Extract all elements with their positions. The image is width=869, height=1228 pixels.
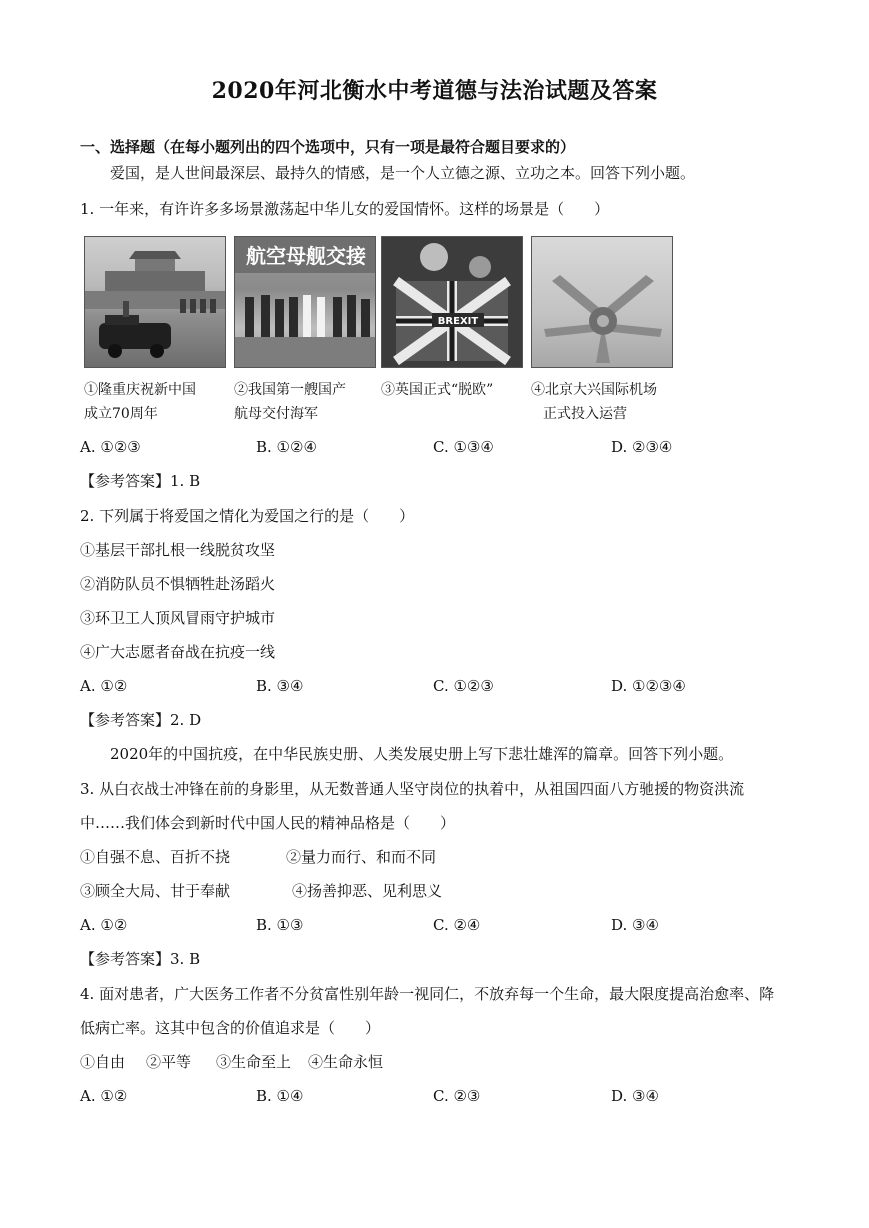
q3-item-3: ③顾全大局、甘于奉献 bbox=[80, 882, 231, 900]
caption-2-line-2: 航母交付海军 bbox=[234, 406, 318, 422]
question-3-stem-line-2: 中……我们体会到新时代中国人民的精神品格是（ ） bbox=[80, 814, 456, 832]
q1-option-c: C. ①③④ bbox=[433, 438, 494, 456]
q3-option-d: D. ③④ bbox=[611, 916, 659, 934]
question-3-stem-line-1: 3. 从白衣战士冲锋在前的身影里，从无数普通人坚守岗位的执着中，从祖国四面八方驰援的物资洪流 bbox=[80, 780, 745, 798]
caption-3-line-1: ③英国正式“脱欧” bbox=[381, 382, 494, 398]
q2-option-a: A. ①② bbox=[80, 677, 128, 695]
q1-option-a: A. ①②③ bbox=[80, 438, 141, 456]
question-2-stem: 2. 下列属于将爱国之情化为爱国之行的是（ ） bbox=[80, 507, 415, 525]
q4-option-a: A. ①② bbox=[80, 1087, 128, 1105]
q1-answer: 【参考答案】1. B bbox=[80, 472, 201, 490]
parade-photo-art bbox=[85, 237, 226, 368]
caption-1 bbox=[84, 378, 196, 426]
brexit-photo-art bbox=[382, 237, 523, 368]
parade-photo bbox=[84, 236, 226, 368]
aircraft-carrier-photo-art bbox=[235, 237, 376, 368]
q3-option-c: C. ②④ bbox=[433, 916, 481, 934]
question-4-stem-line-2: 低病亡率。这其中包含的价值追求是（ ） bbox=[80, 1019, 381, 1037]
q4-item-3: ③生命至上 bbox=[216, 1053, 292, 1071]
q2-option-d: D. ①②③④ bbox=[611, 677, 686, 695]
aircraft-carrier-photo bbox=[234, 236, 376, 368]
q2-option-c: C. ①②③ bbox=[433, 677, 494, 695]
q3-item-4: ④扬善抑恶、见利思义 bbox=[292, 882, 443, 900]
brexit-banner-text: BREXIT bbox=[437, 316, 479, 327]
q2-item-1: ①基层干部扎根一线脱贫攻坚 bbox=[80, 541, 276, 559]
intro-paragraph-2: 2020年的中国抗疫，在中华民族史册、人类发展史册上写下悲壮雄浑的篇章。回答下列小题。 bbox=[110, 745, 734, 763]
q1-option-d: D. ②③④ bbox=[611, 438, 673, 456]
section-header: 一、选择题（在每小题列出的四个选项中，只有一项是最符合题目要求的） bbox=[80, 138, 576, 156]
q2-item-3: ③环卫工人顶风冒雨守护城市 bbox=[80, 609, 276, 627]
q4-item-1: ①自由 bbox=[80, 1053, 126, 1071]
caption-2-line-1: ②我国第一艘国产 bbox=[234, 382, 346, 398]
caption-2 bbox=[234, 378, 346, 426]
airport-photo bbox=[531, 236, 673, 368]
question-1-stem: 1. 一年来，有许许多多场景激荡起中华儿女的爱国情怀。这样的场景是（ ） bbox=[80, 200, 610, 218]
q2-option-b: B. ③④ bbox=[256, 677, 304, 695]
caption-1-line-2: 成立70周年 bbox=[84, 406, 158, 422]
q4-option-b: B. ①④ bbox=[256, 1087, 304, 1105]
caption-4-line-1: ④北京大兴国际机场 bbox=[531, 382, 657, 398]
caption-4-line-2: 正式投入运营 bbox=[543, 406, 627, 422]
q4-item-2: ②平等 bbox=[146, 1053, 192, 1071]
q4-option-d: D. ③④ bbox=[611, 1087, 659, 1105]
q3-item-1: ①自强不息、百折不挠 bbox=[80, 848, 231, 866]
q4-option-c: C. ②③ bbox=[433, 1087, 481, 1105]
q4-item-4: ④生命永恒 bbox=[308, 1053, 384, 1071]
question-4-stem-line-1: 4. 面对患者，广大医务工作者不分贫富性别年龄一视同仁，不放弃每一个生命，最大限度提高治愈率、降 bbox=[80, 985, 775, 1003]
q3-option-b: B. ①③ bbox=[256, 916, 304, 934]
brexit-photo bbox=[381, 236, 523, 368]
q2-item-2: ②消防队员不惧牺牲赴汤蹈火 bbox=[80, 575, 276, 593]
caption-3 bbox=[381, 378, 493, 402]
page-title: 2020年河北衡水中考道德与法治试题及答案 bbox=[211, 78, 658, 104]
q3-item-2: ②量力而行、和而不同 bbox=[286, 848, 437, 866]
q3-answer: 【参考答案】3. B bbox=[80, 950, 201, 968]
intro-paragraph-1: 爱国，是人世间最深层、最持久的情感，是一个人立德之源、立功之本。回答下列小题。 bbox=[110, 164, 696, 182]
q2-answer: 【参考答案】2. D bbox=[80, 711, 202, 729]
q1-option-b: B. ①②④ bbox=[256, 438, 317, 456]
caption-1-line-1: ①隆重庆祝新中国 bbox=[84, 382, 196, 398]
carrier-banner-text: 航空母舰交接 bbox=[246, 244, 366, 268]
airport-photo-art bbox=[532, 237, 673, 368]
q3-option-a: A. ①② bbox=[80, 916, 128, 934]
q2-item-4: ④广大志愿者奋战在抗疫一线 bbox=[80, 643, 276, 661]
caption-4 bbox=[531, 378, 657, 426]
